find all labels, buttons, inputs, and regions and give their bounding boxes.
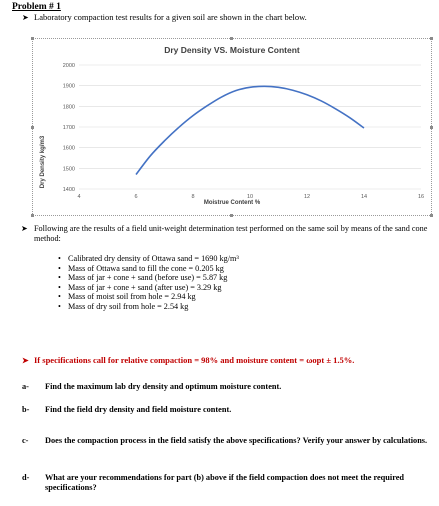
list-item: • Mass of jar + cone + sand (before use) = 5.87 kg bbox=[58, 273, 239, 283]
chart-x-tick-label: 14 bbox=[360, 194, 368, 200]
chart-y-tick-label: 1400 bbox=[62, 187, 75, 193]
chart-y-tick-label: 2000 bbox=[62, 63, 75, 69]
chart-x-tick-label: 8 bbox=[191, 194, 195, 200]
chart-x-tick-label: 10 bbox=[246, 194, 254, 200]
arrow-bullet-icon: ➤ bbox=[22, 356, 29, 365]
chart-y-tick-label: 1700 bbox=[62, 125, 75, 131]
field-test-intro bbox=[21, 224, 430, 244]
list-item: • Mass of jar + cone + sand (after use) = 3.29 kg bbox=[58, 283, 239, 293]
chart-y-axis-label: Dry Density kg/m3 bbox=[40, 135, 46, 189]
chart-series-line bbox=[136, 86, 364, 174]
question-text: What are your recommendations for part (b) above if the field compaction does not meet the required specifications? bbox=[45, 473, 405, 492]
question-letter: b- bbox=[22, 405, 30, 414]
question-letter: d- bbox=[22, 473, 30, 482]
chart-title: Dry Density VS. Moisture Content bbox=[164, 45, 300, 55]
question-text: Does the compaction process in the field satisfy the above specifications? Verify your answer by calculations. bbox=[45, 436, 428, 445]
problem-intro bbox=[22, 12, 307, 22]
specification-line bbox=[22, 355, 354, 365]
chart-y-tick-label: 1900 bbox=[62, 83, 75, 90]
chart-plot bbox=[33, 39, 431, 215]
list-item: • Mass of moist soil from hole = 2.94 kg bbox=[58, 292, 239, 302]
chart-x-axis-label: Moistrue Content % bbox=[203, 200, 261, 206]
question-letter: a- bbox=[22, 382, 29, 391]
chart-container[interactable] bbox=[32, 38, 432, 216]
field-test-list bbox=[58, 254, 239, 312]
list-item: • Mass of Ottawa sand to fill the cone = 0.205 kg bbox=[58, 264, 239, 274]
question-text: Find the maximum lab dry density and optimum moisture content. bbox=[45, 382, 282, 391]
arrow-bullet-icon: ➤ bbox=[22, 13, 29, 22]
question-text: Find the field dry density and field moisture content. bbox=[45, 405, 232, 414]
chart-x-tick-label: 4 bbox=[77, 194, 81, 200]
chart-x-tick-label: 6 bbox=[134, 194, 138, 200]
chart-y-tick-label: 1800 bbox=[62, 104, 75, 111]
chart-x-tick-label: 12 bbox=[303, 194, 311, 200]
chart-y-tick-label: 1500 bbox=[62, 166, 75, 173]
list-item: • Mass of dry soil from hole = 2.54 kg bbox=[58, 302, 239, 312]
problem-intro-text: Laboratory compaction test results for a given soil are shown in the chart below. bbox=[34, 12, 307, 22]
question-letter: c- bbox=[22, 436, 29, 445]
problem-title: Problem # 1 bbox=[12, 2, 61, 12]
chart-y-tick-label: 1600 bbox=[62, 145, 75, 152]
specification-text: If specifications call for relative compaction = 98% and moisture content = ωopt ± 1.5%. bbox=[34, 355, 355, 365]
arrow-bullet-icon: ➤ bbox=[21, 224, 28, 233]
field-test-intro-text: Following are the results of a field unit-weight determination test performed on the same soil by means of the sand cone method: bbox=[34, 224, 428, 243]
chart-x-tick-label: 16 bbox=[417, 194, 425, 200]
list-item: • Calibrated dry density of Ottawa sand = 1690 kg/m³ bbox=[58, 254, 239, 264]
